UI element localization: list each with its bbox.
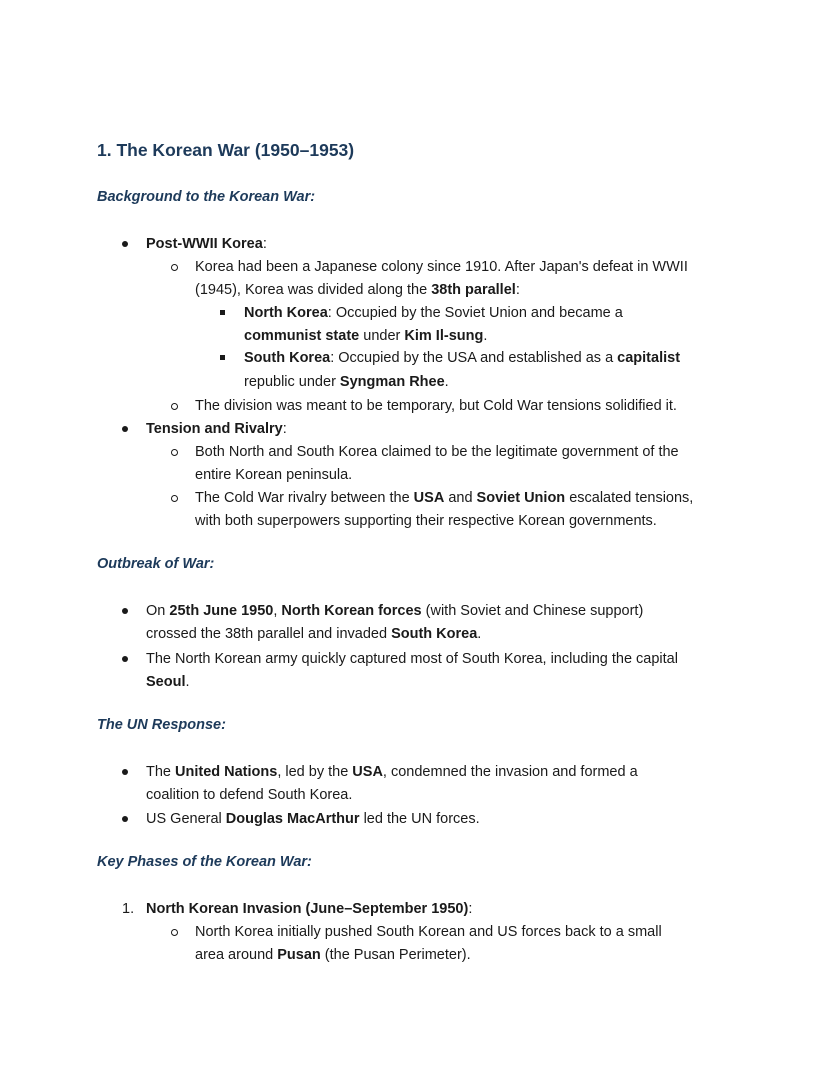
bullet-icon <box>122 816 128 822</box>
section-heading-background: Background to the Korean War: <box>97 189 316 205</box>
list-item: US General Douglas MacArthur led the UN forces. <box>146 811 480 827</box>
section-heading-key-phases: Key Phases of the Korean War: <box>97 854 312 870</box>
list-item-continued: Seoul. <box>146 674 190 690</box>
bullet-icon <box>122 241 128 247</box>
list-item: On 25th June 1950, North Korean forces (with Soviet and Chinese support) <box>146 603 644 619</box>
list-item: Korea had been a Japanese colony since 1910. After Japan's defeat in WWII <box>195 259 688 275</box>
bullet-icon <box>122 608 128 614</box>
list-item: South Korea: Occupied by the USA and established as a capitalist <box>244 350 681 366</box>
list-number: 1. <box>122 901 135 917</box>
page-title: 1. The Korean War (1950–1953) <box>97 140 355 160</box>
list-item: North Korean Invasion (June–September 1950): <box>146 901 473 917</box>
list-item-continued: communist state under Kim Il-sung. <box>244 328 488 344</box>
sub-bullet-icon <box>171 449 178 456</box>
sub-bullet-icon <box>171 929 178 936</box>
list-item-continued: (1945), Korea was divided along the 38th parallel: <box>195 282 520 298</box>
list-item-continued: entire Korean peninsula. <box>195 467 353 483</box>
list-item-continued: area around Pusan (the Pusan Perimeter). <box>195 947 471 963</box>
section-heading-un-response: The UN Response: <box>97 717 226 733</box>
bullet-icon <box>122 426 128 432</box>
list-item: The North Korean army quickly captured most of South Korea, including the capital <box>146 651 678 667</box>
list-item: The Cold War rivalry between the USA and Soviet Union escalated tensions, <box>195 490 694 506</box>
list-item-continued: coalition to defend South Korea. <box>146 787 353 803</box>
list-item: The United Nations, led by the USA, condemned the invasion and formed a <box>146 764 638 780</box>
list-item: North Korea initially pushed South Korean and US forces back to a small <box>195 924 662 940</box>
list-item-continued: republic under Syngman Rhee. <box>244 374 449 390</box>
term: Post-WWII Korea <box>146 236 263 252</box>
list-item: The division was meant to be temporary, but Cold War tensions solidified it. <box>195 398 677 414</box>
list-item: North Korea: Occupied by the Soviet Union and became a <box>244 305 623 321</box>
list-item-continued: with both superpowers supporting their respective Korean governments. <box>195 513 657 529</box>
list-item: Both North and South Korea claimed to be the legitimate government of the <box>195 444 679 460</box>
square-bullet-icon <box>220 310 225 315</box>
sub-bullet-icon <box>171 495 178 502</box>
list-item: Tension and Rivalry: <box>146 421 287 437</box>
section-heading-outbreak: Outbreak of War: <box>97 556 215 572</box>
sub-bullet-icon <box>171 403 178 410</box>
bullet-icon <box>122 769 128 775</box>
list-item: Post-WWII Korea: <box>146 236 267 252</box>
square-bullet-icon <box>220 355 225 360</box>
bullet-icon <box>122 656 128 662</box>
sub-bullet-icon <box>171 264 178 271</box>
list-item-continued: crossed the 38th parallel and invaded South Korea. <box>146 626 482 642</box>
